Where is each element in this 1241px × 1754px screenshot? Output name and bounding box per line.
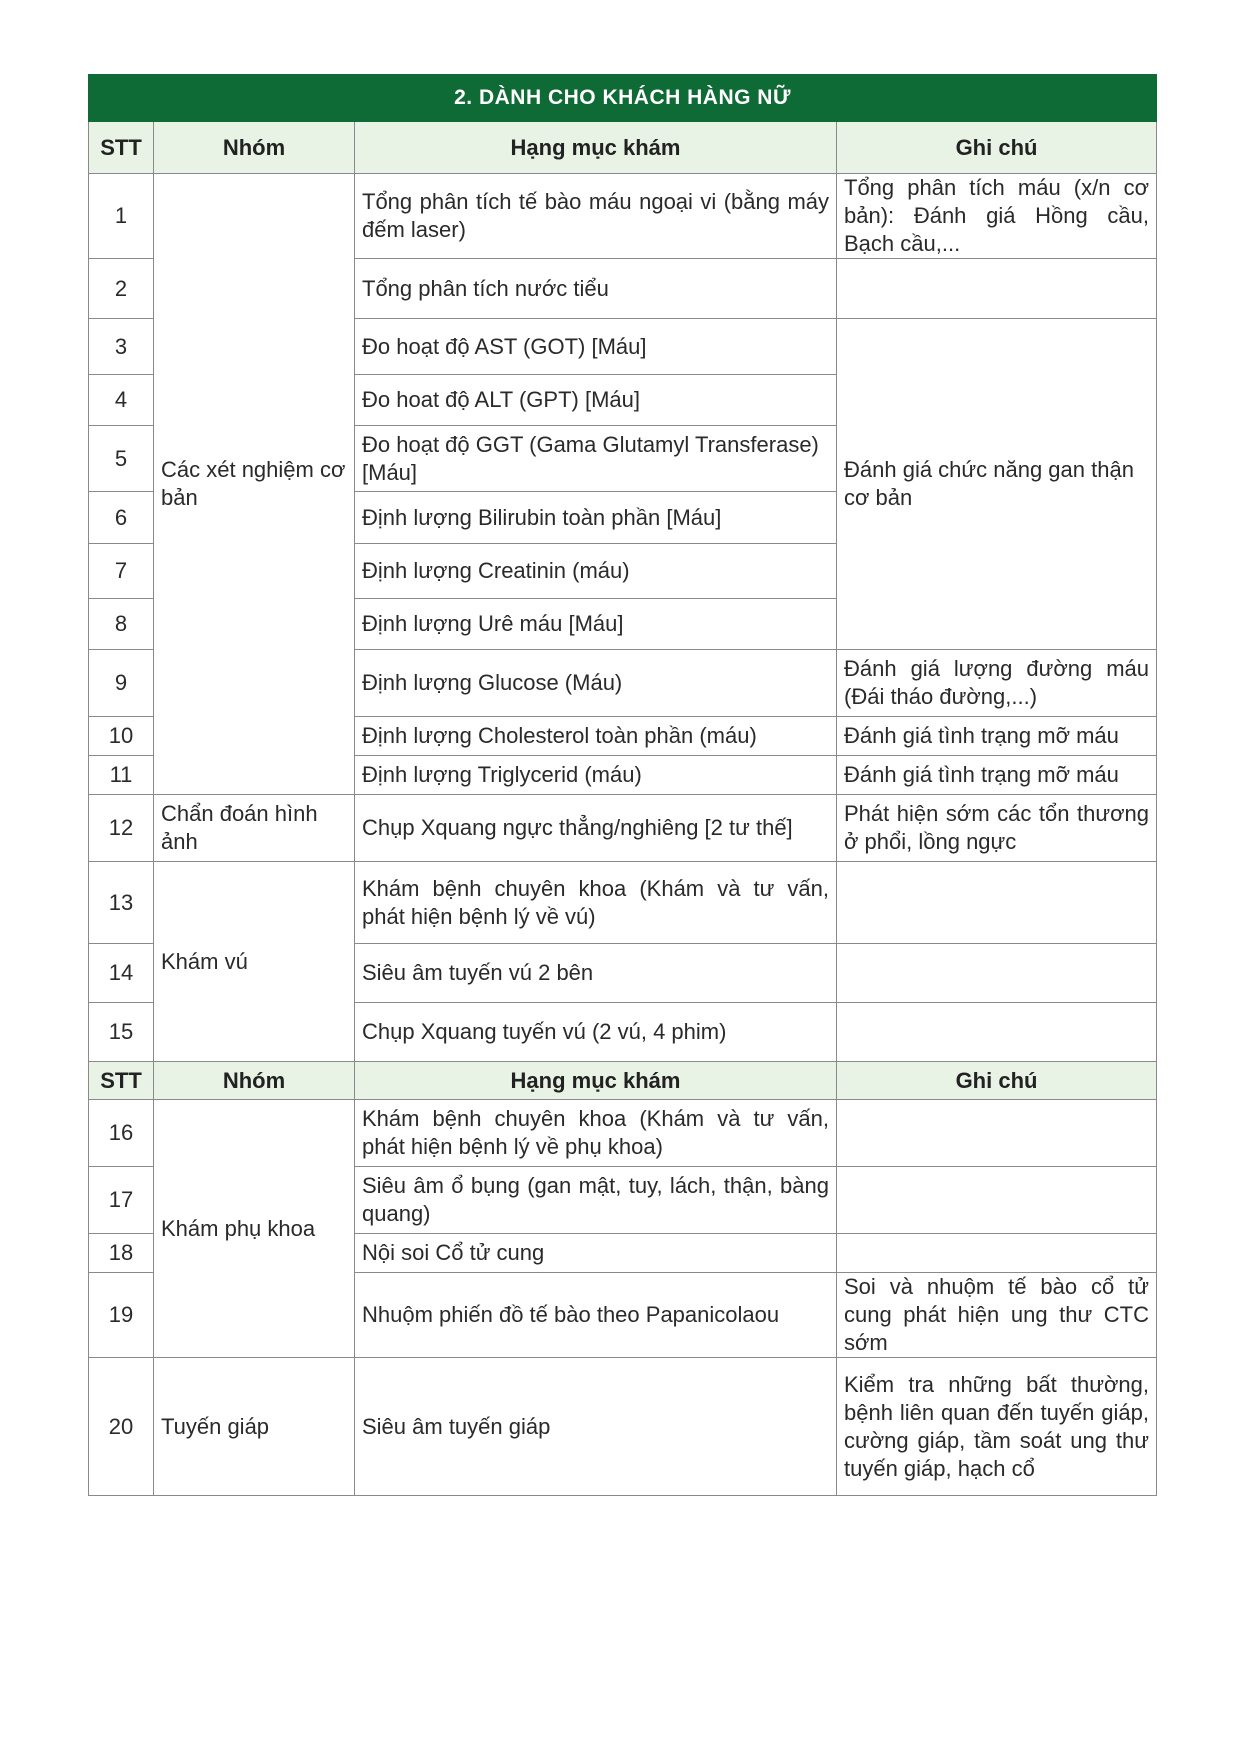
row-item: Tổng phân tích nước tiểu [355,259,837,319]
header-note: Ghi chú [837,1062,1157,1100]
row-note [837,259,1157,319]
header-row [89,122,1157,174]
row-item: Định lượng Creatinin (máu) [355,544,837,599]
row-note [837,1234,1157,1273]
row-stt: 14 [89,944,154,1003]
header-stt: STT [89,1062,154,1100]
row-stt: 18 [89,1234,154,1273]
header-item: Hạng mục khám [355,122,837,174]
row-item: Nhuộm phiến đồ tế bào theo Papanicolaou [355,1273,837,1358]
group-basic-tests: Các xét nghiệm cơ bản [154,174,355,795]
row-note: Đánh giá tình trạng mỡ máu [837,717,1157,756]
row-note: Tổng phân tích máu (x/n cơ bản): Đánh giá Hồng cầu, Bạch cầu,... [837,174,1157,259]
row-item: Định lượng Urê máu [Máu] [355,599,837,650]
header-item: Hạng mục khám [355,1062,837,1100]
row-item: Định lượng Bilirubin toàn phần [Máu] [355,492,837,544]
row-item: Chụp Xquang tuyến vú (2 vú, 4 phim) [355,1003,837,1062]
row-stt: 1 [89,174,154,259]
row-stt: 10 [89,717,154,756]
row-item: Chụp Xquang ngực thẳng/nghiêng [2 tư thế] [355,795,837,862]
table-row [89,174,1157,259]
table-row [89,862,1157,944]
header-stt: STT [89,122,154,174]
row-stt: 6 [89,492,154,544]
row-note [837,1100,1157,1167]
row-item: Đo hoat độ ALT (GPT) [Máu] [355,375,837,426]
row-note: Đánh giá chức năng gan thận cơ bản [837,319,1157,650]
row-item: Khám bệnh chuyên khoa (Khám và tư vấn, phát hiện bệnh lý về phụ khoa) [355,1100,837,1167]
row-stt: 4 [89,375,154,426]
row-item: Định lượng Triglycerid (máu) [355,756,837,795]
row-stt: 20 [89,1358,154,1496]
table-row [89,1358,1157,1496]
row-stt: 16 [89,1100,154,1167]
row-note: Đánh giá lượng đường máu (Đái tháo đường,...) [837,650,1157,717]
header-group: Nhóm [154,122,355,174]
group-imaging: Chẩn đoán hình ảnh [154,795,355,862]
group-thyroid: Tuyến giáp [154,1358,355,1496]
row-stt: 8 [89,599,154,650]
header-row-repeat [89,1062,1157,1100]
row-note: Kiểm tra những bất thường, bệnh liên quan đến tuyến giáp, cường giáp, tầm soát ung thư tuyến giáp, hạch cổ [837,1358,1157,1496]
table-title: 2. DÀNH CHO KHÁCH HÀNG NỮ [89,75,1157,122]
row-stt: 15 [89,1003,154,1062]
header-group: Nhóm [154,1062,355,1100]
row-note [837,1003,1157,1062]
row-stt: 2 [89,259,154,319]
table-row [89,1100,1157,1167]
row-note [837,862,1157,944]
row-item: Đo hoạt độ GGT (Gama Glutamyl Transferase) [Máu] [355,426,837,492]
row-item: Nội soi Cổ tử cung [355,1234,837,1273]
row-item: Định lượng Cholesterol toàn phần (máu) [355,717,837,756]
group-gyn: Khám phụ khoa [154,1100,355,1358]
row-stt: 5 [89,426,154,492]
row-stt: 9 [89,650,154,717]
row-note: Phát hiện sớm các tổn thương ở phổi, lồng ngực [837,795,1157,862]
row-note: Soi và nhuộm tế bào cổ tử cung phát hiện ung thư CTC sớm [837,1273,1157,1358]
row-stt: 19 [89,1273,154,1358]
checkup-table [88,74,1157,1496]
row-item: Siêu âm ổ bụng (gan mật, tuy, lách, thận, bàng quang) [355,1167,837,1234]
row-note: Đánh giá tình trạng mỡ máu [837,756,1157,795]
row-note [837,1167,1157,1234]
group-breast: Khám vú [154,862,355,1062]
row-stt: 11 [89,756,154,795]
row-item: Siêu âm tuyến vú 2 bên [355,944,837,1003]
row-stt: 17 [89,1167,154,1234]
row-stt: 3 [89,319,154,375]
row-item: Tổng phân tích tế bào máu ngoại vi (bằng máy đếm laser) [355,174,837,259]
row-item: Siêu âm tuyến giáp [355,1358,837,1496]
row-item: Định lượng Glucose (Máu) [355,650,837,717]
table-title-row [89,75,1157,122]
row-stt: 12 [89,795,154,862]
row-stt: 13 [89,862,154,944]
table-row [89,795,1157,862]
row-item: Đo hoạt độ AST (GOT) [Máu] [355,319,837,375]
header-note: Ghi chú [837,122,1157,174]
row-note [837,944,1157,1003]
row-item: Khám bệnh chuyên khoa (Khám và tư vấn, phát hiện bệnh lý về vú) [355,862,837,944]
row-stt: 7 [89,544,154,599]
